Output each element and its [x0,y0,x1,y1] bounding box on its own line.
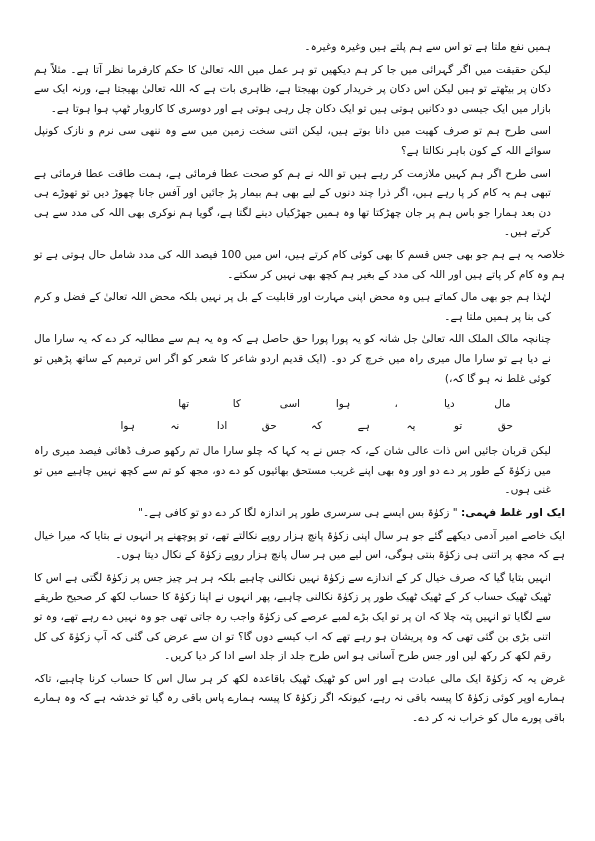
poem-word: ہوا [120,419,135,432]
paragraph: ایک خاصے امیر آدمی دیکھے گئے جو ہر سال اپنی زکوٰۃ پانچ ہزار روپے نکالتے تھے، تو پوچھنے پر انہوں نے بتایا کہ میرا خیال ہے کہ مجھ پر اتنی ہی زکوٰۃ بنتی ہوگی، اس لیے میں ہر سال پانچ ہزار روپے زکوٰۃ کے نکال دیتا ہوں۔ [34,529,565,562]
paragraph: لیکن قربان جائیں اس ذات عالی شان کے، کہ جس نے یہ کہا کہ چلو سارا مال تم رکھو صرف ڈھائی فیصد میری راہ میں زکوٰۃ کے طور پر دے دو اور وہ بھی اپنے غریب مستحق بھائیوں کو دے دو، مجھ کو تم سے کچھ نہیں چاہیے میں تو غنی ہوں۔ [34,445,551,497]
poem-word: کا [232,398,241,411]
poem-couplet-line-1 [104,395,529,415]
poem-word: ہوا [335,398,351,411]
qa-heading [34,504,565,524]
poem-word: حق [261,419,277,432]
qa-label: ایک اور غلط فہمی: [461,507,565,520]
paragraph: اسی طرح ہم تو صرف کھیت میں دانا بوتے ہیں، لیکن اتنی سخت زمین میں سے وہ ننھی سی نرم و نازک کونپل سوائے اللہ کے کون باہر نکالتا ہے؟ [34,125,551,157]
poem-word: مال [494,398,511,411]
poem-word: اسی [279,398,301,411]
poem-word: دیا [443,398,455,411]
poem-word: تو [454,419,463,432]
paragraph: اسی طرح اگر ہم کہیں ملازمت کر رہے ہیں تو اللہ نے ہم کو صحت عطا فرمائی ہے، ہمت طاقت عطا فرمائی ہے تبھی ہم یہ کام کر پا رہے ہیں، اگر ذرا چند دنوں کے لیے بھی ہم بیمار پڑ جائیں اور آفس جانا چھوڑ دیں تو تھوڑے ہی دن بعد ہمارا جو باس ہم پر جان چھڑکتا تھا وہ ہمیں جھڑکیاں دینے لگتا ہے، گویا ہم نوکری بھی اللہ کی مدد سے ہی کرتے ہیں۔ [34,167,551,239]
body-text [34,38,565,732]
paragraph: خلاصہ یہ ہے ہم جو بھی جس قسم کا بھی کوئی کام کرتے ہیں، اس میں 100 فیصد اللہ کی مدد شامل حال ہوتی ہے تو ہم وہ کام کر پاتے ہیں اور اللہ کی مدد کے بغیر ہم کچھ بھی نہیں کر سکتے۔ [34,248,565,281]
poem-couplet-line-2 [104,417,529,437]
poem-word: ادا [216,419,228,432]
paragraph: چنانچہ مالک الملک اللہ تعالیٰ جل شانہ کو یہ پورا پورا حق حاصل ہے کہ وہ یہ ہم سے مطالبہ کر دے کہ یہ سارا مال نے دیا ہے تو سارا مال میری راہ میں خرچ کر دو۔ (ایک قدیم اردو شاعر کا شعر کو اگر اس ترمیم کے ساتھ پڑھیں تو کوئی غلط نہ ہو گا کہ،) [34,333,551,385]
paragraph: ہمیں نفع ملتا ہے تو اس سے ہم پلتے ہیں وغیرہ وغیرہ۔ [304,41,551,53]
poem-word: نہ [170,419,180,432]
qa-quote: " زکوٰۃ بس ایسے ہی سرسری طور پر اندازہ لگا کر دے دو تو کافی ہے۔" [138,507,458,520]
poem-word: ہے [357,419,370,432]
paragraph: لہٰذا ہم جو بھی مال کماتے ہیں وہ محض اپنی مہارت اور قابلیت کے بل پر نہیں بلکہ محض اللہ تعالیٰ کے فضل و کرم کی بنا پر ہمیں ملتا ہے۔ [34,291,551,323]
poem-word: ، [394,398,398,411]
paragraph: لیکن حقیقت میں اگر گہرائی میں جا کر ہم دیکھیں تو ہر عمل میں اللہ تعالیٰ کا حکم کارفرما نظر آتا ہے۔ مثلاً ہم دکان پر بیٹھتے تو ہیں لیکن اس دکان پر خریدار کون بھیجتا ہے، ظاہری بات ہے کہ اللہ تعالیٰ بھیجتا ہے، ورنہ ایک سے بازار میں ایک جیسی دو دکانیں ہوتی ہیں تو ایک دکان چل رہی ہوتی ہے اور دوسری کا کاروبار ٹھپ ہوا ہوتا ہے۔ [34,63,551,115]
poem-word: حق [497,419,513,432]
poem-word: کہ [310,419,323,432]
poem-word: یہ [406,419,416,432]
poem-word: تھا [178,398,190,411]
paragraph: غرض یہ کہ زکوٰۃ ایک مالی عبادت ہے اور اس کو ٹھیک ٹھیک باقاعدہ لکھ کر ہر سال اس کا حساب کرنا چاہیے، تاکہ ہمارے اوپر کوئی زکوٰۃ کا پیسہ باقی نہ رہے، کیونکہ اگر زکوٰۃ کا پیسہ ہمارے پاس باقی رہ گیا تو خدشہ ہے کہ وہ ہمارے باقی پورے مال کو خراب نہ کر دے۔ [34,672,565,724]
paragraph: انہیں بتایا گیا کہ صرف خیال کر کے اندازے سے زکوٰۃ نہیں نکالنی چاہیے بلکہ ہر ہر چیز جس پر زکوٰۃ لگتی ہے اس کا ٹھیک ٹھیک حساب کر کے ٹھیک ٹھیک طور پر زکوٰۃ نکالنی چاہیے، پھر انہوں نے اپنا زکوٰۃ کا حساب لکھ کر صحیح طریقے سے لگایا تو انہیں پتہ چلا کہ ان پر تو ایک بڑے لمبے عرصے کی زکوٰۃ واجب رہ جاتی تھی جو وہ نہیں دے رہے تھے، وہ تو اتنی بڑی بن گئی تھی کہ وہ پریشان ہو رہے تھے کہ اب کیسے دوں گا؟ تو ان سے عرض کی گئی کہ آپ زکوٰۃ کی کل رقم لکھ کر رکھ لیں اور جس طرح آسانی ہو اس طرح جلد از جلد اسے ادا کر دیا کریں۔ [34,571,551,663]
